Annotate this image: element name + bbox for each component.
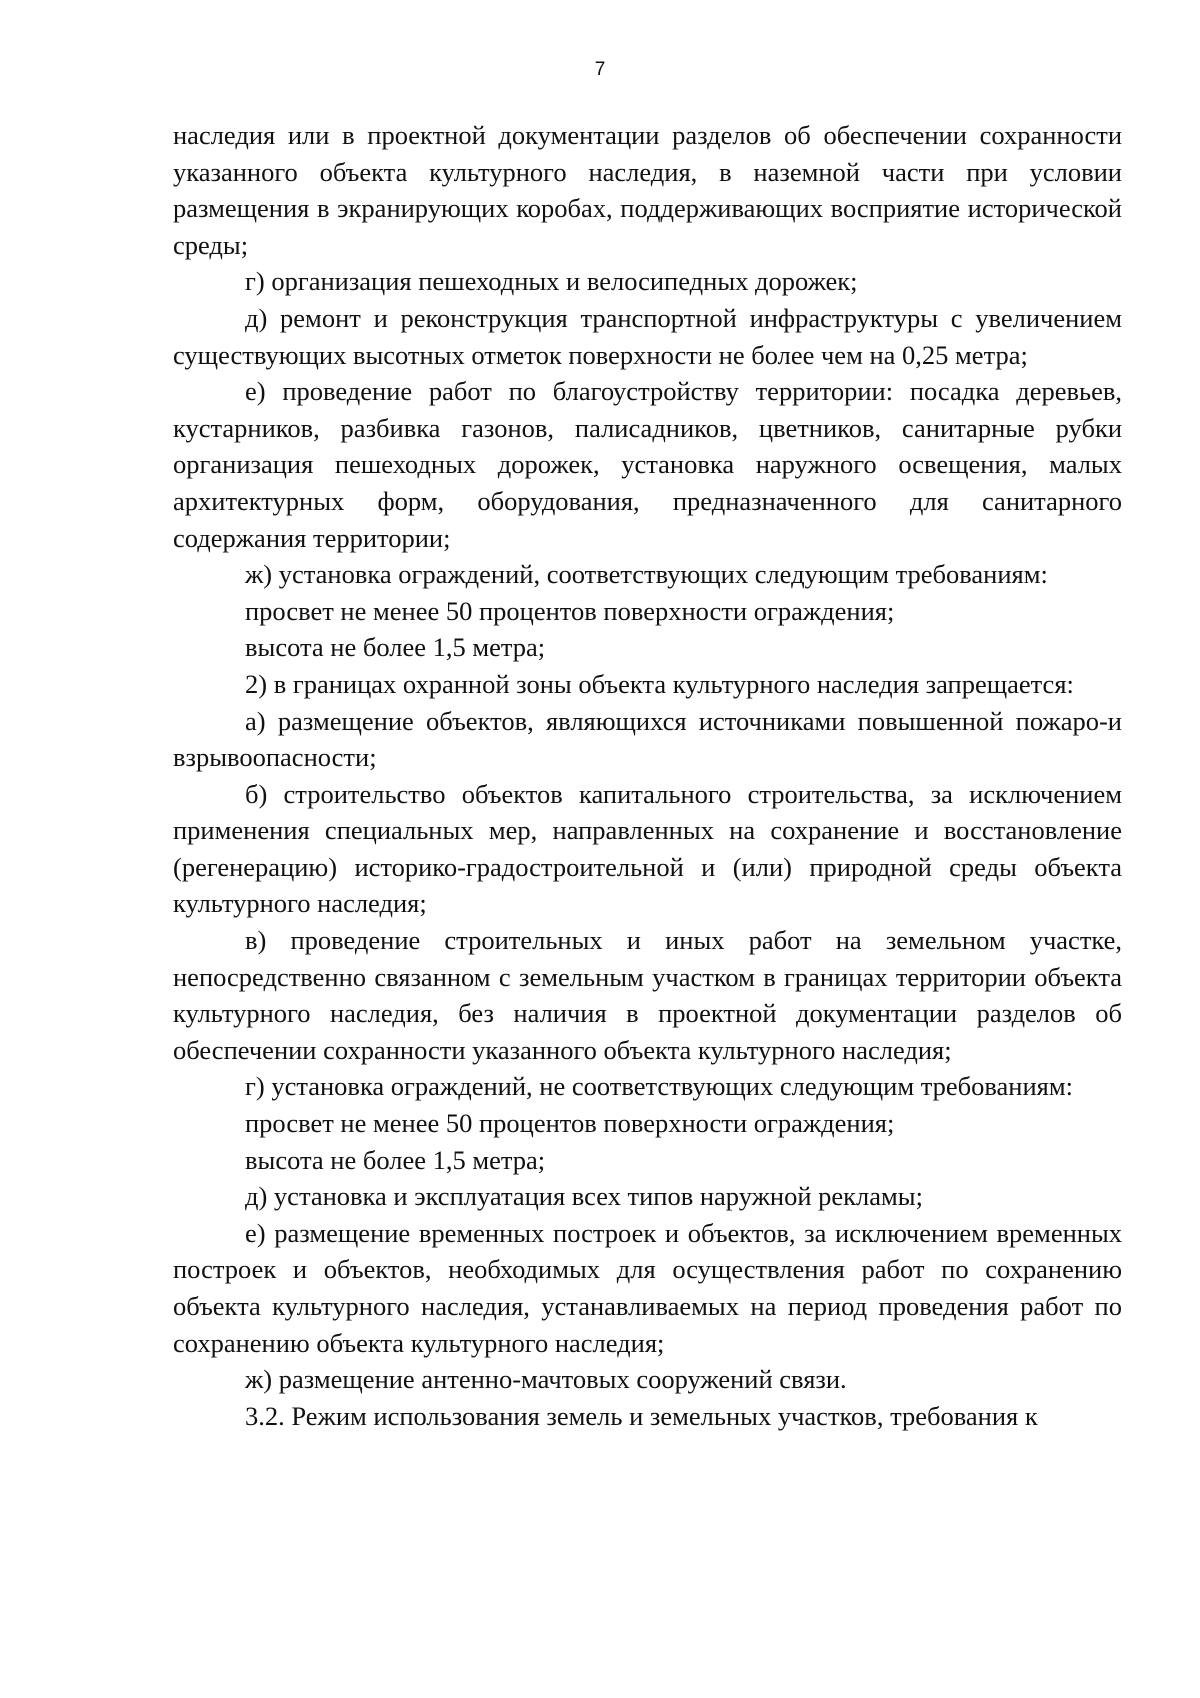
paragraph: ж) размещение антенно-мачтовых сооружений связи. <box>245 1364 847 1395</box>
page-number: 7 <box>594 59 606 80</box>
paragraph: б) строительство объектов капитального строительства, за исключением применения специальных мер, направленных на сохранение и восстановление (регенерацию) историко-градостроительной и (или) природной среды объекта культурного наследия; <box>173 778 1122 919</box>
paragraph: г) установка ограждений, не соответствующих следующим требованиям: <box>245 1071 1073 1102</box>
paragraph: д) установка и эксплуатация всех типов наружной рекламы; <box>245 1181 923 1212</box>
paragraph: высота не более 1,5 метра; <box>245 1144 546 1175</box>
paragraph: в) проведение строительных и иных работ на земельном участке, непосредственно связанном с земельным участком в границах территории объекта культурного наследия, без наличия в проектной документации разделов об обеспечении сохранности указанного объекта культурного наследия; <box>173 925 1122 1065</box>
paragraph: а) размещение объектов, являющихся источниками повышенной пожаро-и взрывоопасности; <box>173 705 1122 773</box>
paragraph: просвет не менее 50 процентов поверхности ограждения; <box>245 595 895 626</box>
paragraph: высота не более 1,5 метра; <box>245 632 546 663</box>
paragraph: д) ремонт и реконструкция транспортной инфраструктуры с увеличением существующих высотных отметок поверхности не более чем на 0,25 метра; <box>173 302 1122 370</box>
paragraph: ж) установка ограждений, соответствующих следующим требованиям: <box>245 559 1048 590</box>
paragraph: 3.2. Режим использования земель и земельных участков, требования к <box>245 1400 1038 1431</box>
paragraph: 2) в границах охранной зоны объекта культурного наследия запрещается: <box>245 668 1074 699</box>
paragraph: е) проведение работ по благоустройству территории: посадка деревьев, кустарников, разбивка газонов, палисадников, цветников, санитарные рубки организация пешеходных дорожек, установка наружного освещения, малых архитектурных форм, оборудования, предназначенного для санитарного содержания территории; <box>173 376 1122 553</box>
paragraph: наследия или в проектной документации разделов об обеспечении сохранности указанного объекта культурного наследия, в наземной части при условии размещения в экранирующих коробах, поддерживающих восприятие исторической среды; <box>173 120 1122 260</box>
document-body <box>173 117 1122 1434</box>
paragraph: е) размещение временных построек и объектов, за исключением временных построек и объектов, необходимых для осуществления работ по сохранению объекта культурного наследия, устанавливаемых на период проведения работ по сохранению объекта культурного наследия; <box>173 1217 1122 1358</box>
paragraph: просвет не менее 50 процентов поверхности ограждения; <box>245 1108 895 1139</box>
paragraph: г) организация пешеходных и велосипедных дорожек; <box>245 266 858 297</box>
